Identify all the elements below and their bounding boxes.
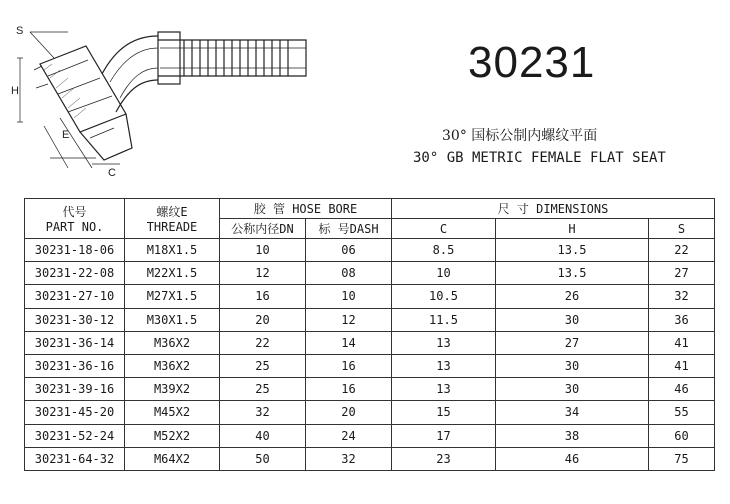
cell-dn: 25: [220, 378, 306, 401]
cell-thread: M36X2: [125, 331, 220, 354]
cell-dash: 12: [306, 308, 392, 331]
table-row: [25, 354, 715, 377]
dim-label-e: E: [62, 129, 70, 141]
cell-h: 34: [496, 401, 649, 424]
cell-dash: 06: [306, 239, 392, 262]
header-dash: 标 号DASH: [306, 219, 392, 239]
cell-thread: M27X1.5: [125, 285, 220, 308]
header-hose-bore: 胶 管 HOSE BORE: [220, 199, 392, 219]
header-part-cn: 代号: [62, 205, 87, 219]
cell-s: 46: [649, 378, 715, 401]
cell-thread: M52X2: [125, 424, 220, 447]
cell-part-no: 30231-64-32: [25, 447, 125, 470]
header-part-en: PART NO.: [45, 220, 104, 234]
table-row: [25, 239, 715, 262]
header-part-no: [25, 199, 125, 239]
cell-s: 22: [649, 239, 715, 262]
cell-dash: 10: [306, 285, 392, 308]
cell-dash: 20: [306, 401, 392, 424]
cell-part-no: 30231-36-14: [25, 331, 125, 354]
cell-c: 23: [392, 447, 496, 470]
cell-part-no: 30231-39-16: [25, 378, 125, 401]
cell-dn: 50: [220, 447, 306, 470]
table-row: [25, 262, 715, 285]
table-row: [25, 447, 715, 470]
cell-thread: M30X1.5: [125, 308, 220, 331]
cell-part-no: 30231-52-24: [25, 424, 125, 447]
cell-part-no: 30231-18-06: [25, 239, 125, 262]
cell-h: 26: [496, 285, 649, 308]
cell-c: 10.5: [392, 285, 496, 308]
header-dn: 公称内径DN: [220, 219, 306, 239]
cell-c: 11.5: [392, 308, 496, 331]
spec-table: [24, 198, 715, 471]
cell-h: 30: [496, 308, 649, 331]
cell-s: 41: [649, 331, 715, 354]
cell-thread: M22X1.5: [125, 262, 220, 285]
header-c: C: [392, 219, 496, 239]
cell-s: 75: [649, 447, 715, 470]
cell-h: 27: [496, 331, 649, 354]
cell-h: 30: [496, 354, 649, 377]
cell-c: 15: [392, 401, 496, 424]
dim-label-c: C: [108, 167, 116, 179]
cell-dash: 14: [306, 331, 392, 354]
cell-dash: 16: [306, 378, 392, 401]
cell-h: 46: [496, 447, 649, 470]
cell-thread: M64X2: [125, 447, 220, 470]
cell-part-no: 30231-22-08: [25, 262, 125, 285]
cell-h: 13.5: [496, 262, 649, 285]
cell-dn: 32: [220, 401, 306, 424]
cell-s: 60: [649, 424, 715, 447]
cell-s: 41: [649, 354, 715, 377]
fitting-drawing: [8, 18, 308, 188]
cell-s: 27: [649, 262, 715, 285]
table-row: [25, 331, 715, 354]
spec-table-body: [25, 239, 715, 471]
cell-part-no: 30231-45-20: [25, 401, 125, 424]
cell-dash: 32: [306, 447, 392, 470]
title-chinese: 30° 国标公制内螺纹平面: [442, 128, 598, 144]
cell-dash: 16: [306, 354, 392, 377]
table-row: [25, 424, 715, 447]
cell-dash: 08: [306, 262, 392, 285]
header-dimensions: 尺 寸 DIMENSIONS: [392, 199, 715, 219]
cell-part-no: 30231-30-12: [25, 308, 125, 331]
cell-s: 36: [649, 308, 715, 331]
cell-dn: 22: [220, 331, 306, 354]
header-s: S: [649, 219, 715, 239]
cell-part-no: 30231-27-10: [25, 285, 125, 308]
cell-dn: 10: [220, 239, 306, 262]
cell-dash: 24: [306, 424, 392, 447]
cell-dn: 40: [220, 424, 306, 447]
cell-thread: M45X2: [125, 401, 220, 424]
cell-c: 13: [392, 331, 496, 354]
dim-label-h: H: [11, 85, 19, 97]
header-h: H: [496, 219, 649, 239]
cell-dn: 20: [220, 308, 306, 331]
cell-c: 17: [392, 424, 496, 447]
cell-thread: M18X1.5: [125, 239, 220, 262]
cell-h: 13.5: [496, 239, 649, 262]
cell-h: 38: [496, 424, 649, 447]
part-number: 30231: [468, 38, 596, 87]
cell-dn: 12: [220, 262, 306, 285]
header-thread-en: THREADE: [146, 220, 198, 234]
cell-c: 13: [392, 378, 496, 401]
table-row: [25, 308, 715, 331]
cell-s: 32: [649, 285, 715, 308]
table-row: [25, 401, 715, 424]
dim-label-s: S: [16, 25, 24, 37]
table-row: [25, 285, 715, 308]
cell-s: 55: [649, 401, 715, 424]
header-thread-cn: 螺纹E: [156, 205, 188, 219]
cell-thread: M36X2: [125, 354, 220, 377]
cell-thread: M39X2: [125, 378, 220, 401]
cell-h: 30: [496, 378, 649, 401]
cell-part-no: 30231-36-16: [25, 354, 125, 377]
cell-c: 13: [392, 354, 496, 377]
cell-dn: 25: [220, 354, 306, 377]
table-row: [25, 378, 715, 401]
cell-c: 10: [392, 262, 496, 285]
cell-dn: 16: [220, 285, 306, 308]
title-english: 30° GB METRIC FEMALE FLAT SEAT: [413, 150, 666, 166]
cell-c: 8.5: [392, 239, 496, 262]
header-thread: [125, 199, 220, 239]
